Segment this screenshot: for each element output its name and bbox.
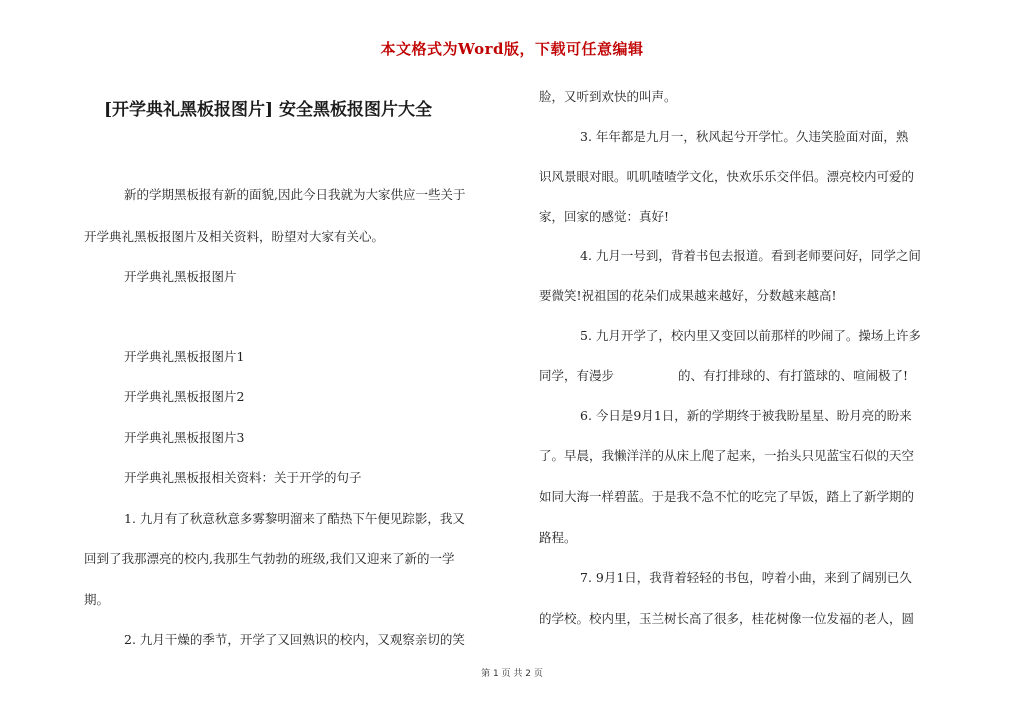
related-heading: 开学典礼黑板报相关资料：关于开学的句子 [124, 470, 362, 485]
document-title: [开学典礼黑板报图片] 安全黑板报图片大全 [104, 100, 433, 120]
paragraph-line: 如同大海一样碧蓝。于是我不急不忙的吃完了早饭，踏上了新学期的 [539, 489, 915, 504]
image-caption: 开学典礼黑板报图片2 [124, 389, 245, 404]
image-caption: 开学典礼黑板报图片3 [124, 430, 245, 445]
paragraph-fragment: 同学，有漫步 [539, 368, 615, 383]
paragraph-line: 家，回家的感觉：真好! [539, 209, 670, 224]
paragraph-line: 识风景眼对眼。叽叽喳喳学文化，快欢乐乐交伴侣。漂亮校内可爱的 [539, 169, 915, 184]
section-heading: 开学典礼黑板报图片 [124, 269, 237, 284]
paragraph-line: 的学校。校内里，玉兰树长高了很多，桂花树像一位发福的老人，圆 [539, 611, 915, 626]
image-caption: 开学典礼黑板报图片1 [124, 349, 245, 364]
paragraph-line: 了。早晨，我懒洋洋的从床上爬了起来，一抬头只见蓝宝石似的天空 [539, 448, 915, 463]
paragraph-line: 6. 今日是9月1日，新的学期终于被我盼星星、盼月亮的盼来 [580, 408, 912, 423]
paragraph-line: 脸，又听到欢快的叫声。 [539, 89, 677, 104]
paragraph-line: 3. 年年都是九月一，秋风起兮开学忙。久违笑脸面对面，熟 [580, 129, 909, 144]
paragraph-line: 路程。 [539, 530, 577, 545]
page-number: 第 1 页 共 2 页 [481, 669, 543, 679]
intro-line: 开学典礼黑板报图片及相关资料，盼望对大家有关心。 [84, 229, 385, 244]
paragraph-line: 期。 [84, 592, 110, 607]
paragraph-line: 7. 9月1日，我背着轻轻的书包，哼着小曲，来到了阔别已久 [580, 570, 912, 585]
paragraph-line: 要微笑!祝祖国的花朵们成果越来越好，分数越来越高! [539, 288, 837, 303]
paragraph-line: 4. 九月一号到，背着书包去报道。看到老师要问好，同学之间 [580, 248, 921, 263]
paragraph-line: 1. 九月有了秋意秋意多雾黎明溜来了酷热下午便见踪影，我又 [124, 511, 465, 526]
paragraph-fragment: 的、有打排球的、有打篮球的、喧闹极了! [678, 368, 909, 383]
intro-line: 新的学期黑板报有新的面貌,因此今日我就为大家供应一些关于 [124, 187, 466, 202]
paragraph-line [539, 368, 908, 384]
paragraph-line: 5. 九月开学了，校内里又变回以前那样的吵闹了。操场上许多 [580, 328, 921, 343]
format-banner: 本文格式为Word版，下载可任意编辑 [380, 40, 644, 58]
paragraph-line: 回到了我那漂亮的校内,我那生气勃勃的班级,我们又迎来了新的一学 [84, 551, 455, 566]
paragraph-line: 2. 九月干燥的季节，开学了又回熟识的校内，又观察亲切的笑 [124, 632, 465, 647]
